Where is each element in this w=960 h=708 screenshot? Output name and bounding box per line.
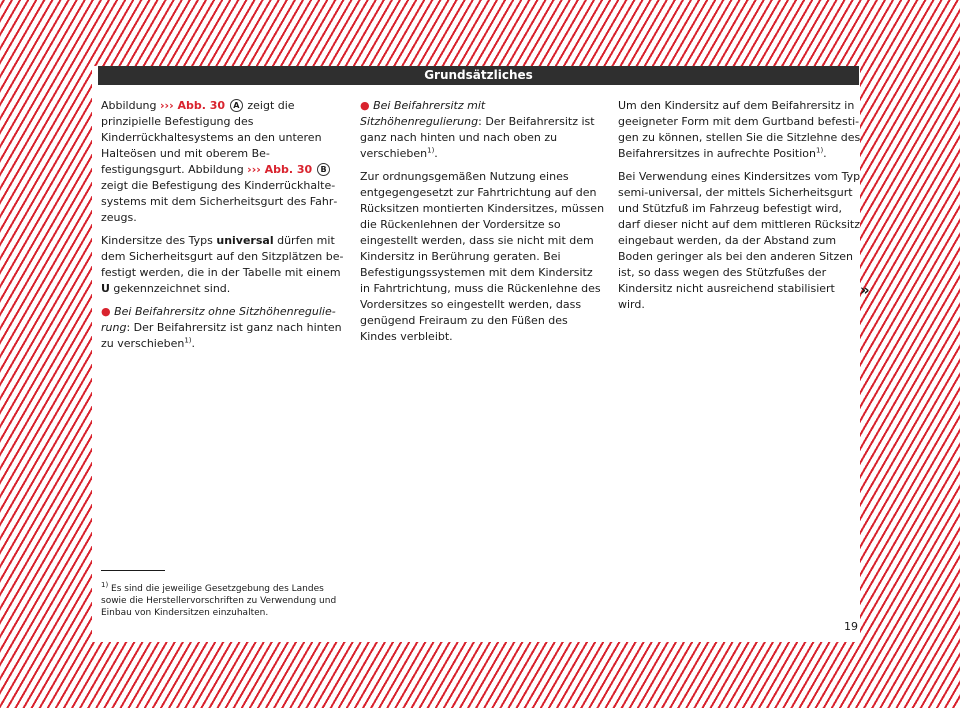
bullet-item-2: ● Bei Beifahrersitz mit Sitzhöhenregulierung: Der Beifahrersitz ist ganz nach hinten und nach oben zu verschieben$^{1)}$. xyxy=(360,99,595,160)
column-3 xyxy=(618,98,863,320)
continue-marker: » xyxy=(860,281,870,299)
column-2 xyxy=(360,98,605,352)
figure-link-2[interactable]: Abb. 30 xyxy=(260,163,317,176)
footnote-divider xyxy=(101,570,165,571)
footnote-ref: 1) xyxy=(184,336,192,345)
marker-a: A xyxy=(230,99,243,112)
marker-b: B xyxy=(317,163,330,176)
footnote: $^{1)}$ Es sind die jeweilige Gesetzgebung des Landes sowie die Herstellervorschriften zu Verwendung und Einbau von Kindersitzen einzuhalten. xyxy=(101,581,337,618)
paragraph-rear-seat: Zur ordnungsgemäßen Nutzung eines entgegengesetzt zur Fahrtrichtung auf den Rücksitzen montierten Kindersitzes, müssen die Rückenlehnen der Vordersitze so eingestellt werden, dass sie nicht mit dem Kindersitz in Berührung geraten. Bei Befestigungssystemen mit dem Kindersitz in Fahrtrichtung, muss die Rückenlehne des Vordersitzes so eingestellt werden, dass genügend Freiraum zu den Füßen des Kindes verbleibt. xyxy=(360,170,605,343)
paragraph-universal: Kindersitze des Typs universal dürfen mit dem Sicherheitsgurt auf den Sitzplätzen befestigt werden, die in der Tabelle mit einem U gekennzeichnet sind. xyxy=(101,234,344,295)
column-1 xyxy=(101,98,346,359)
paragraph-semi-universal: Bei Verwendung eines Kindersitzes vom Typ semi-universal, der mittels Sicherheitsgurt und Stützfuß im Fahrzeug befestigt wird, darf dieser nicht auf dem mittleren Rücksitz eingebaut werden, da der Abstand zum Boden geringer als bei den anderen Sitzen ist, so dass wegen des Stützfußes der Kindersitz nicht ausreichend stabilisiert wird. xyxy=(618,170,861,311)
bullet-icon: ● xyxy=(360,99,370,112)
page-number: 19 xyxy=(844,620,858,633)
paragraph-figure-description: Abbildung ››› Abb. 30 A zeigt die prinzipielle Befestigung des Kinderrückhaltesystems an den unteren Halteösen und mit oberem Befestigungsgurt. Abbildung ››› Abb. 30 B zeigt die Befestigung des Kinderrückhaltesystems mit dem Sicherheitsgurt des Fahrzeugs. xyxy=(101,99,338,224)
bullet-icon: ● xyxy=(101,305,111,318)
reference-arrows: ››› xyxy=(160,99,174,112)
footnote-ref: 1) xyxy=(427,146,435,155)
paragraph-seat-back: Um den Kindersitz auf dem Beifahrersitz in geeigneter Form mit dem Gurtband befestigen zu können, stellen Sie die Sitzlehne des Beifahrersitzes in aufrechte Position$^{1)}$. xyxy=(618,99,861,160)
section-header: Grundsätzliches xyxy=(98,66,859,85)
footnote-ref: 1) xyxy=(815,146,824,155)
figure-link-1[interactable]: Abb. 30 xyxy=(173,99,229,112)
reference-arrows: ››› xyxy=(247,163,261,176)
bullet-item-1: ● Bei Beifahrersitz ohne Sitzhöhenregulierung: Der Beifahrersitz ist ganz nach hinten zu verschieben$^{1)}$. xyxy=(101,305,342,350)
